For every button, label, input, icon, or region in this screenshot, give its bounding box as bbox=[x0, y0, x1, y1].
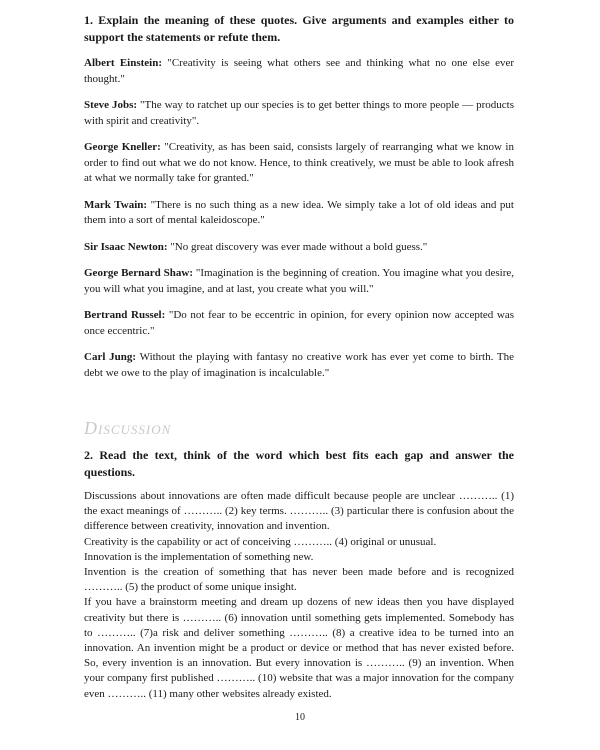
quote-speaker: Carl Jung: bbox=[84, 351, 137, 363]
quote-text: "No great discovery was ever made without a bold guess." bbox=[167, 240, 428, 253]
quote-text: Without the playing with fantasy no creative work has ever yet come to birth. The debt we owe to the play of imagination is incalculable." bbox=[84, 351, 515, 379]
quote-speaker: George Kneller: bbox=[84, 141, 161, 153]
quote-text: "There is no such thing as a new idea. We simply take a lot of old ideas and put them into a sort of mental kaleidoscope." bbox=[84, 198, 514, 226]
quote-einstein bbox=[84, 56, 514, 87]
quotes-list bbox=[84, 56, 514, 381]
quote-shaw bbox=[84, 266, 514, 297]
document-page bbox=[84, 12, 514, 702]
section-heading: Discussion bbox=[84, 418, 172, 438]
task-1-instruction: 1. Explain the meaning of these quotes. Give arguments and examples either to support the statements or refute them. bbox=[84, 13, 514, 44]
paragraph: Creativity is the capability or act of conceiving ……….. (4) original or unusual. bbox=[84, 535, 437, 548]
quote-text: "Imagination is the beginning of creation. You imagine what you desire, you will what you imagine, and at last, you create what you will." bbox=[84, 267, 515, 295]
quote-text: "Creativity is seeing what others see and thinking what no one else ever thought." bbox=[84, 57, 514, 85]
paragraph: Invention is the creation of something that has never been made before and is recognized ……….. (5) the product of some unique insight. bbox=[84, 566, 514, 594]
quote-speaker: Sir Isaac Newton: bbox=[84, 240, 168, 253]
quote-kneller bbox=[84, 140, 514, 187]
quote-newton bbox=[84, 240, 514, 256]
quote-jung bbox=[84, 350, 514, 381]
quote-text: "Do not fear to be eccentric in opinion, for every opinion now accepted was once eccentric." bbox=[84, 309, 514, 337]
quote-speaker: George Bernard Shaw: bbox=[84, 267, 193, 279]
quote-text: "The way to ratchet up our species is to get better things to more people — products with spirit and creativity". bbox=[84, 99, 514, 127]
quote-speaker: Steve Jobs: bbox=[84, 99, 138, 111]
quote-twain bbox=[84, 198, 514, 229]
quote-speaker: Bertrand Russel: bbox=[84, 309, 166, 321]
paragraph: Discussions about innovations are often made difficult because people are unclear ……….. (1) the exact meanings of ……….. (2) key terms. ……….. (3) particular there is confusion about the difference between creativity, innovation and invention. bbox=[84, 490, 514, 533]
quote-speaker: Mark Twain: bbox=[84, 198, 148, 211]
quote-russel bbox=[84, 308, 514, 339]
paragraph: If you have a brainstorm meeting and dream up dozens of new ideas then you have displayed creativity but there is ……….. (6) innovation until something gets implemented. Somebody has to ……….. (7)a risk and deliver something ……….. (8) a creative idea to be turned into an innovation. An invention might be a product or device or method that has never existed before. So, every invention is an innovation. But every innovation is ……….. (9) an invention. When your company first published ……….. (10) website that was a major innovation for the company even ……….. (11) many other websites already existed. bbox=[84, 596, 514, 700]
quote-text: "Creativity, as has been said, consists largely of rearranging what we know in order to find out what we do not know. Hence, to think creatively, we must be able to look afresh at what we normally take for granted." bbox=[84, 141, 514, 184]
paragraph: Innovation is the implementation of something new. bbox=[84, 550, 314, 563]
gap-fill-text bbox=[84, 489, 514, 702]
task-2-instruction: 2. Read the text, think of the word which best fits each gap and answer the questions. bbox=[84, 448, 514, 479]
page-number: 10 bbox=[295, 712, 305, 723]
quote-speaker: Albert Einstein: bbox=[84, 57, 163, 69]
quote-jobs bbox=[84, 98, 514, 129]
